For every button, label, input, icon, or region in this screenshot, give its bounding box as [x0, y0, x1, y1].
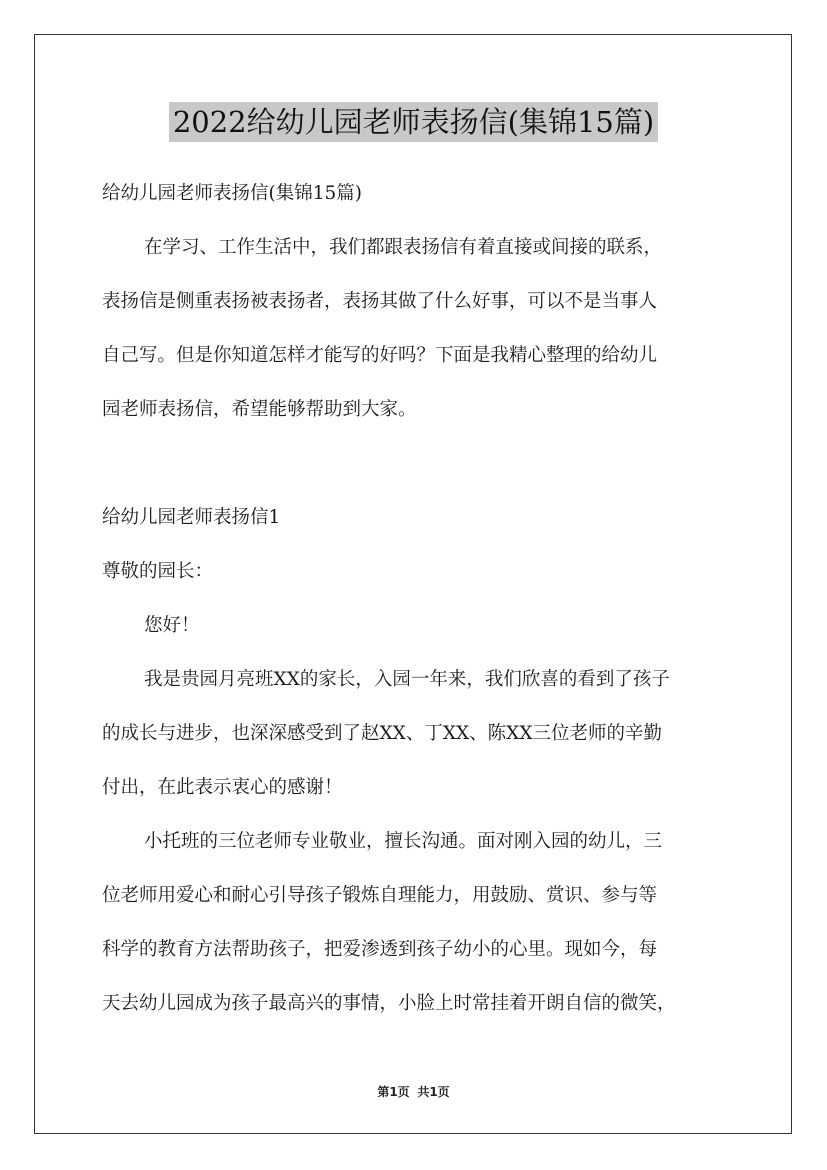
page-number: 第1页 [377, 1085, 410, 1099]
letter-heading: 给幼儿园老师表扬信1 [102, 507, 281, 528]
paragraph1-line-1: 我是贵园月亮班XX的家长，入园一年来，我们欣喜的看到了孩子 [144, 669, 670, 690]
intro-line-3: 自己写。但是你知道怎样才能写的好吗？下面是我精心整理的给幼儿 [102, 345, 658, 366]
intro-line-4: 园老师表扬信，希望能够帮助到大家。 [102, 399, 417, 420]
paragraph2-line-2: 位老师用爱心和耐心引导孩子锻炼自理能力，用鼓励、赏识、参与等 [102, 885, 658, 906]
salutation: 尊敬的园长： [102, 561, 214, 582]
title-container [0, 102, 827, 142]
paragraph2-line-1: 小托班的三位老师专业敬业，擅长沟通。面对刚入园的幼儿，三 [144, 831, 663, 852]
document-subtitle: 给幼儿园老师表扬信(集锦15篇) [102, 183, 362, 204]
paragraph2-line-3: 科学的教育方法帮助孩子，把爱渗透到孩子幼小的心里。现如今，每 [102, 939, 658, 960]
total-pages: 共1页 [417, 1085, 450, 1099]
greeting: 您好！ [144, 615, 200, 636]
document-title: 2022给幼儿园老师表扬信(集锦15篇) [169, 102, 658, 142]
paragraph1-line-3: 付出，在此表示衷心的感谢！ [102, 777, 343, 798]
intro-line-2: 表扬信是侧重表扬被表扬者，表扬其做了什么好事，可以不是当事人 [102, 291, 658, 312]
paragraph2-line-4: 天去幼儿园成为孩子最高兴的事情，小脸上时常挂着开朗自信的微笑， [102, 993, 676, 1014]
intro-line-1: 在学习、工作生活中，我们都跟表扬信有着直接或间接的联系， [144, 237, 663, 258]
page-footer [0, 1084, 827, 1100]
paragraph1-line-2: 的成长与进步，也深深感受到了赵XX、丁XX、陈XX三位老师的辛勤 [102, 723, 663, 744]
